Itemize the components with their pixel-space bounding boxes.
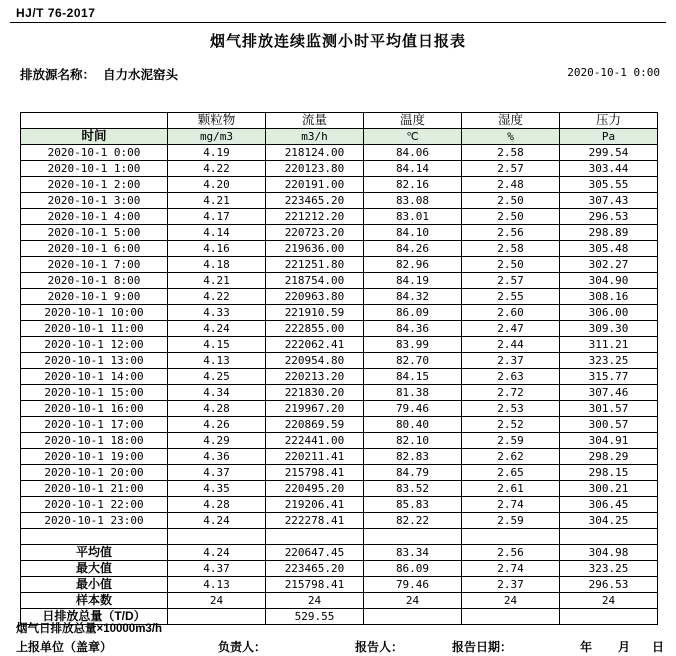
cell-time: 2020-10-1 14:00	[21, 369, 168, 385]
cell-time: 2020-10-1 0:00	[21, 145, 168, 161]
cell-pressure: 323.25	[560, 353, 658, 369]
unit-cell-humidity: %	[462, 129, 560, 145]
cell-flow: 222855.00	[266, 321, 364, 337]
table-spacer-row	[21, 529, 658, 545]
cell-pressure: 298.89	[560, 225, 658, 241]
cell-pressure: 300.57	[560, 417, 658, 433]
summary-temperature: 83.34	[364, 545, 462, 561]
cell-temperature: 84.26	[364, 241, 462, 257]
cell-particulate: 4.24	[168, 321, 266, 337]
cell-temperature: 83.52	[364, 481, 462, 497]
cell-time: 2020-10-1 13:00	[21, 353, 168, 369]
header-cell-pressure: 压力	[560, 113, 658, 129]
cell-particulate: 4.26	[168, 417, 266, 433]
spacer-cell	[266, 529, 364, 545]
daily-total-empty-pressure	[560, 609, 658, 625]
cell-particulate: 4.34	[168, 385, 266, 401]
cell-flow: 220213.20	[266, 369, 364, 385]
cell-humidity: 2.62	[462, 449, 560, 465]
table-unit-row	[21, 129, 658, 145]
cell-particulate: 4.35	[168, 481, 266, 497]
cell-humidity: 2.61	[462, 481, 560, 497]
cell-particulate: 4.28	[168, 401, 266, 417]
cell-time: 2020-10-1 12:00	[21, 337, 168, 353]
cell-pressure: 307.46	[560, 385, 658, 401]
cell-pressure: 298.15	[560, 465, 658, 481]
measurement-table	[20, 112, 658, 625]
cell-flow: 219636.00	[266, 241, 364, 257]
header-cell-time	[21, 113, 168, 129]
cell-temperature: 84.32	[364, 289, 462, 305]
summary-humidity: 2.74	[462, 561, 560, 577]
table-row	[21, 369, 658, 385]
header-cell-humidity: 湿度	[462, 113, 560, 129]
cell-temperature: 82.16	[364, 177, 462, 193]
summary-particulate: 4.13	[168, 577, 266, 593]
header-cell-particulate: 颗粒物	[168, 113, 266, 129]
cell-humidity: 2.58	[462, 145, 560, 161]
cell-pressure: 307.43	[560, 193, 658, 209]
cell-pressure: 298.29	[560, 449, 658, 465]
cell-humidity: 2.47	[462, 321, 560, 337]
cell-flow: 220191.00	[266, 177, 364, 193]
cell-time: 2020-10-1 1:00	[21, 161, 168, 177]
summary-label: 样本数	[21, 593, 168, 609]
cell-time: 2020-10-1 5:00	[21, 225, 168, 241]
cell-particulate: 4.17	[168, 209, 266, 225]
cell-time: 2020-10-1 20:00	[21, 465, 168, 481]
cell-particulate: 4.21	[168, 193, 266, 209]
cell-time: 2020-10-1 2:00	[21, 177, 168, 193]
cell-temperature: 82.83	[364, 449, 462, 465]
cell-humidity: 2.48	[462, 177, 560, 193]
summary-row-average	[21, 545, 658, 561]
cell-temperature: 83.01	[364, 209, 462, 225]
summary-particulate: 4.37	[168, 561, 266, 577]
notes-line: 烟气日排放总量×10000m3/h	[16, 623, 163, 635]
cell-time: 2020-10-1 10:00	[21, 305, 168, 321]
summary-temperature: 86.09	[364, 561, 462, 577]
summary-row-max	[21, 561, 658, 577]
cell-temperature: 84.79	[364, 465, 462, 481]
cell-particulate: 4.19	[168, 145, 266, 161]
cell-humidity: 2.72	[462, 385, 560, 401]
cell-humidity: 2.50	[462, 209, 560, 225]
cell-flow: 221251.80	[266, 257, 364, 273]
cell-pressure: 306.00	[560, 305, 658, 321]
table-row	[21, 417, 658, 433]
table-row	[21, 177, 658, 193]
cell-particulate: 4.22	[168, 289, 266, 305]
summary-particulate: 24	[168, 593, 266, 609]
table-row	[21, 321, 658, 337]
table-row	[21, 433, 658, 449]
cell-temperature: 81.38	[364, 385, 462, 401]
summary-pressure: 296.53	[560, 577, 658, 593]
cell-flow: 220495.20	[266, 481, 364, 497]
cell-pressure: 299.54	[560, 145, 658, 161]
table-row	[21, 385, 658, 401]
footer-day: 日	[652, 640, 665, 654]
cell-temperature: 82.10	[364, 433, 462, 449]
page-title: 烟气排放连续监测小时平均值日报表	[209, 33, 466, 50]
cell-flow: 218124.00	[266, 145, 364, 161]
cell-pressure: 304.25	[560, 513, 658, 529]
daily-total-value: 529.55	[266, 609, 364, 625]
cell-pressure: 306.45	[560, 497, 658, 513]
cell-particulate: 4.28	[168, 497, 266, 513]
cell-humidity: 2.58	[462, 241, 560, 257]
cell-humidity: 2.60	[462, 305, 560, 321]
footer-responsible: 负责人：	[218, 640, 267, 654]
cell-time: 2020-10-1 6:00	[21, 241, 168, 257]
daily-total-label: 日排放总量（T/D）	[21, 609, 168, 625]
table-row	[21, 289, 658, 305]
cell-temperature: 80.40	[364, 417, 462, 433]
cell-particulate: 4.22	[168, 161, 266, 177]
cell-time: 2020-10-1 16:00	[21, 401, 168, 417]
cell-flow: 218754.00	[266, 273, 364, 289]
cell-humidity: 2.59	[462, 433, 560, 449]
cell-flow: 219206.41	[266, 497, 364, 513]
header-cell-flow: 流量	[266, 113, 364, 129]
unit-cell-time: 时间	[21, 129, 168, 145]
spacer-cell	[560, 529, 658, 545]
spacer-cell	[462, 529, 560, 545]
cell-temperature: 82.22	[364, 513, 462, 529]
cell-pressure: 300.21	[560, 481, 658, 497]
table-row	[21, 257, 658, 273]
cell-humidity: 2.59	[462, 513, 560, 529]
cell-humidity: 2.74	[462, 497, 560, 513]
summary-humidity: 2.37	[462, 577, 560, 593]
summary-flow: 215798.41	[266, 577, 364, 593]
cell-flow: 215798.41	[266, 465, 364, 481]
cell-temperature: 84.19	[364, 273, 462, 289]
table-row	[21, 241, 658, 257]
source-label: 排放源名称：	[20, 68, 96, 82]
table-row	[21, 401, 658, 417]
cell-time: 2020-10-1 19:00	[21, 449, 168, 465]
cell-humidity: 2.50	[462, 257, 560, 273]
table-row	[21, 145, 658, 161]
cell-temperature: 84.15	[364, 369, 462, 385]
cell-particulate: 4.37	[168, 465, 266, 481]
daily-total-empty-temperature	[364, 609, 462, 625]
cell-time: 2020-10-1 11:00	[21, 321, 168, 337]
cell-particulate: 4.25	[168, 369, 266, 385]
cell-humidity: 2.57	[462, 273, 560, 289]
source-value: 自力水泥窑头	[103, 68, 179, 82]
cell-flow: 222062.41	[266, 337, 364, 353]
summary-pressure: 304.98	[560, 545, 658, 561]
cell-pressure: 309.30	[560, 321, 658, 337]
cell-flow: 219967.20	[266, 401, 364, 417]
header-cell-temperature: 温度	[364, 113, 462, 129]
cell-particulate: 4.16	[168, 241, 266, 257]
summary-label: 最小值	[21, 577, 168, 593]
cell-pressure: 308.16	[560, 289, 658, 305]
unit-cell-temperature: ℃	[364, 129, 462, 145]
cell-humidity: 2.55	[462, 289, 560, 305]
footer	[0, 638, 676, 656]
cell-particulate: 4.29	[168, 433, 266, 449]
unit-cell-pressure: Pa	[560, 129, 658, 145]
table-row	[21, 513, 658, 529]
cell-flow: 220869.59	[266, 417, 364, 433]
daily-total-empty-humidity	[462, 609, 560, 625]
footer-report-date: 报告日期：	[452, 640, 513, 654]
cell-temperature: 84.36	[364, 321, 462, 337]
cell-humidity: 2.65	[462, 465, 560, 481]
cell-pressure: 303.44	[560, 161, 658, 177]
summary-pressure: 24	[560, 593, 658, 609]
cell-temperature: 79.46	[364, 401, 462, 417]
cell-time: 2020-10-1 22:00	[21, 497, 168, 513]
summary-temperature: 24	[364, 593, 462, 609]
cell-time: 2020-10-1 15:00	[21, 385, 168, 401]
table-row	[21, 273, 658, 289]
cell-particulate: 4.20	[168, 177, 266, 193]
report-datetime: 2020-10-1 0:00	[567, 66, 660, 79]
cell-particulate: 4.13	[168, 353, 266, 369]
cell-humidity: 2.37	[462, 353, 560, 369]
cell-humidity: 2.56	[462, 225, 560, 241]
cell-pressure: 304.91	[560, 433, 658, 449]
cell-humidity: 2.52	[462, 417, 560, 433]
cell-pressure: 304.90	[560, 273, 658, 289]
cell-humidity: 2.50	[462, 193, 560, 209]
cell-temperature: 83.99	[364, 337, 462, 353]
footer-month: 月	[618, 640, 631, 654]
cell-time: 2020-10-1 21:00	[21, 481, 168, 497]
cell-flow: 221830.20	[266, 385, 364, 401]
summary-label: 最大值	[21, 561, 168, 577]
cell-particulate: 4.15	[168, 337, 266, 353]
summary-particulate: 4.24	[168, 545, 266, 561]
cell-flow: 220963.80	[266, 289, 364, 305]
table-header-row	[21, 113, 658, 129]
cell-time: 2020-10-1 17:00	[21, 417, 168, 433]
table-row	[21, 225, 658, 241]
cell-flow: 220123.80	[266, 161, 364, 177]
summary-row-min	[21, 577, 658, 593]
table-row	[21, 305, 658, 321]
cell-temperature: 86.09	[364, 305, 462, 321]
cell-flow: 222441.00	[266, 433, 364, 449]
summary-humidity: 24	[462, 593, 560, 609]
table-row	[21, 481, 658, 497]
cell-flow: 221910.59	[266, 305, 364, 321]
cell-flow: 220211.41	[266, 449, 364, 465]
cell-time: 2020-10-1 18:00	[21, 433, 168, 449]
cell-temperature: 82.70	[364, 353, 462, 369]
cell-flow: 220954.80	[266, 353, 364, 369]
unit-cell-particulate: mg/m3	[168, 129, 266, 145]
cell-flow: 220723.20	[266, 225, 364, 241]
cell-time: 2020-10-1 4:00	[21, 209, 168, 225]
cell-temperature: 83.08	[364, 193, 462, 209]
table-row	[21, 465, 658, 481]
footer-reporting-unit: 上报单位（盖章）	[16, 640, 113, 654]
cell-pressure: 315.77	[560, 369, 658, 385]
cell-particulate: 4.33	[168, 305, 266, 321]
cell-time: 2020-10-1 9:00	[21, 289, 168, 305]
cell-pressure: 305.48	[560, 241, 658, 257]
cell-particulate: 4.36	[168, 449, 266, 465]
summary-pressure: 323.25	[560, 561, 658, 577]
cell-pressure: 302.27	[560, 257, 658, 273]
unit-cell-flow: m3/h	[266, 129, 364, 145]
table-row	[21, 193, 658, 209]
daily-total-empty-particulate	[168, 609, 266, 625]
table-row	[21, 449, 658, 465]
table-row	[21, 497, 658, 513]
table-row	[21, 209, 658, 225]
cell-particulate: 4.21	[168, 273, 266, 289]
summary-row-count	[21, 593, 658, 609]
cell-particulate: 4.24	[168, 513, 266, 529]
cell-humidity: 2.63	[462, 369, 560, 385]
cell-temperature: 85.83	[364, 497, 462, 513]
cell-temperature: 84.14	[364, 161, 462, 177]
spacer-cell	[364, 529, 462, 545]
footer-year: 年	[580, 640, 593, 654]
table-row	[21, 161, 658, 177]
cell-temperature: 84.06	[364, 145, 462, 161]
summary-temperature: 79.46	[364, 577, 462, 593]
cell-humidity: 2.57	[462, 161, 560, 177]
cell-flow: 223465.20	[266, 193, 364, 209]
standard-code: HJ/T 76-2017	[16, 6, 96, 20]
cell-temperature: 82.96	[364, 257, 462, 273]
cell-temperature: 84.10	[364, 225, 462, 241]
table-row	[21, 337, 658, 353]
cell-pressure: 296.53	[560, 209, 658, 225]
cell-flow: 221212.20	[266, 209, 364, 225]
cell-particulate: 4.14	[168, 225, 266, 241]
spacer-cell	[168, 529, 266, 545]
cell-time: 2020-10-1 23:00	[21, 513, 168, 529]
cell-flow: 222278.41	[266, 513, 364, 529]
cell-humidity: 2.44	[462, 337, 560, 353]
summary-label: 平均值	[21, 545, 168, 561]
cell-pressure: 311.21	[560, 337, 658, 353]
table-row	[21, 353, 658, 369]
header-divider	[10, 22, 666, 23]
summary-flow: 24	[266, 593, 364, 609]
summary-flow: 223465.20	[266, 561, 364, 577]
cell-time: 2020-10-1 7:00	[21, 257, 168, 273]
cell-time: 2020-10-1 8:00	[21, 273, 168, 289]
summary-flow: 220647.45	[266, 545, 364, 561]
cell-time: 2020-10-1 3:00	[21, 193, 168, 209]
cell-particulate: 4.18	[168, 257, 266, 273]
cell-pressure: 301.57	[560, 401, 658, 417]
spacer-cell	[21, 529, 168, 545]
footer-reporter: 报告人：	[355, 640, 404, 654]
cell-pressure: 305.55	[560, 177, 658, 193]
cell-humidity: 2.53	[462, 401, 560, 417]
summary-humidity: 2.56	[462, 545, 560, 561]
